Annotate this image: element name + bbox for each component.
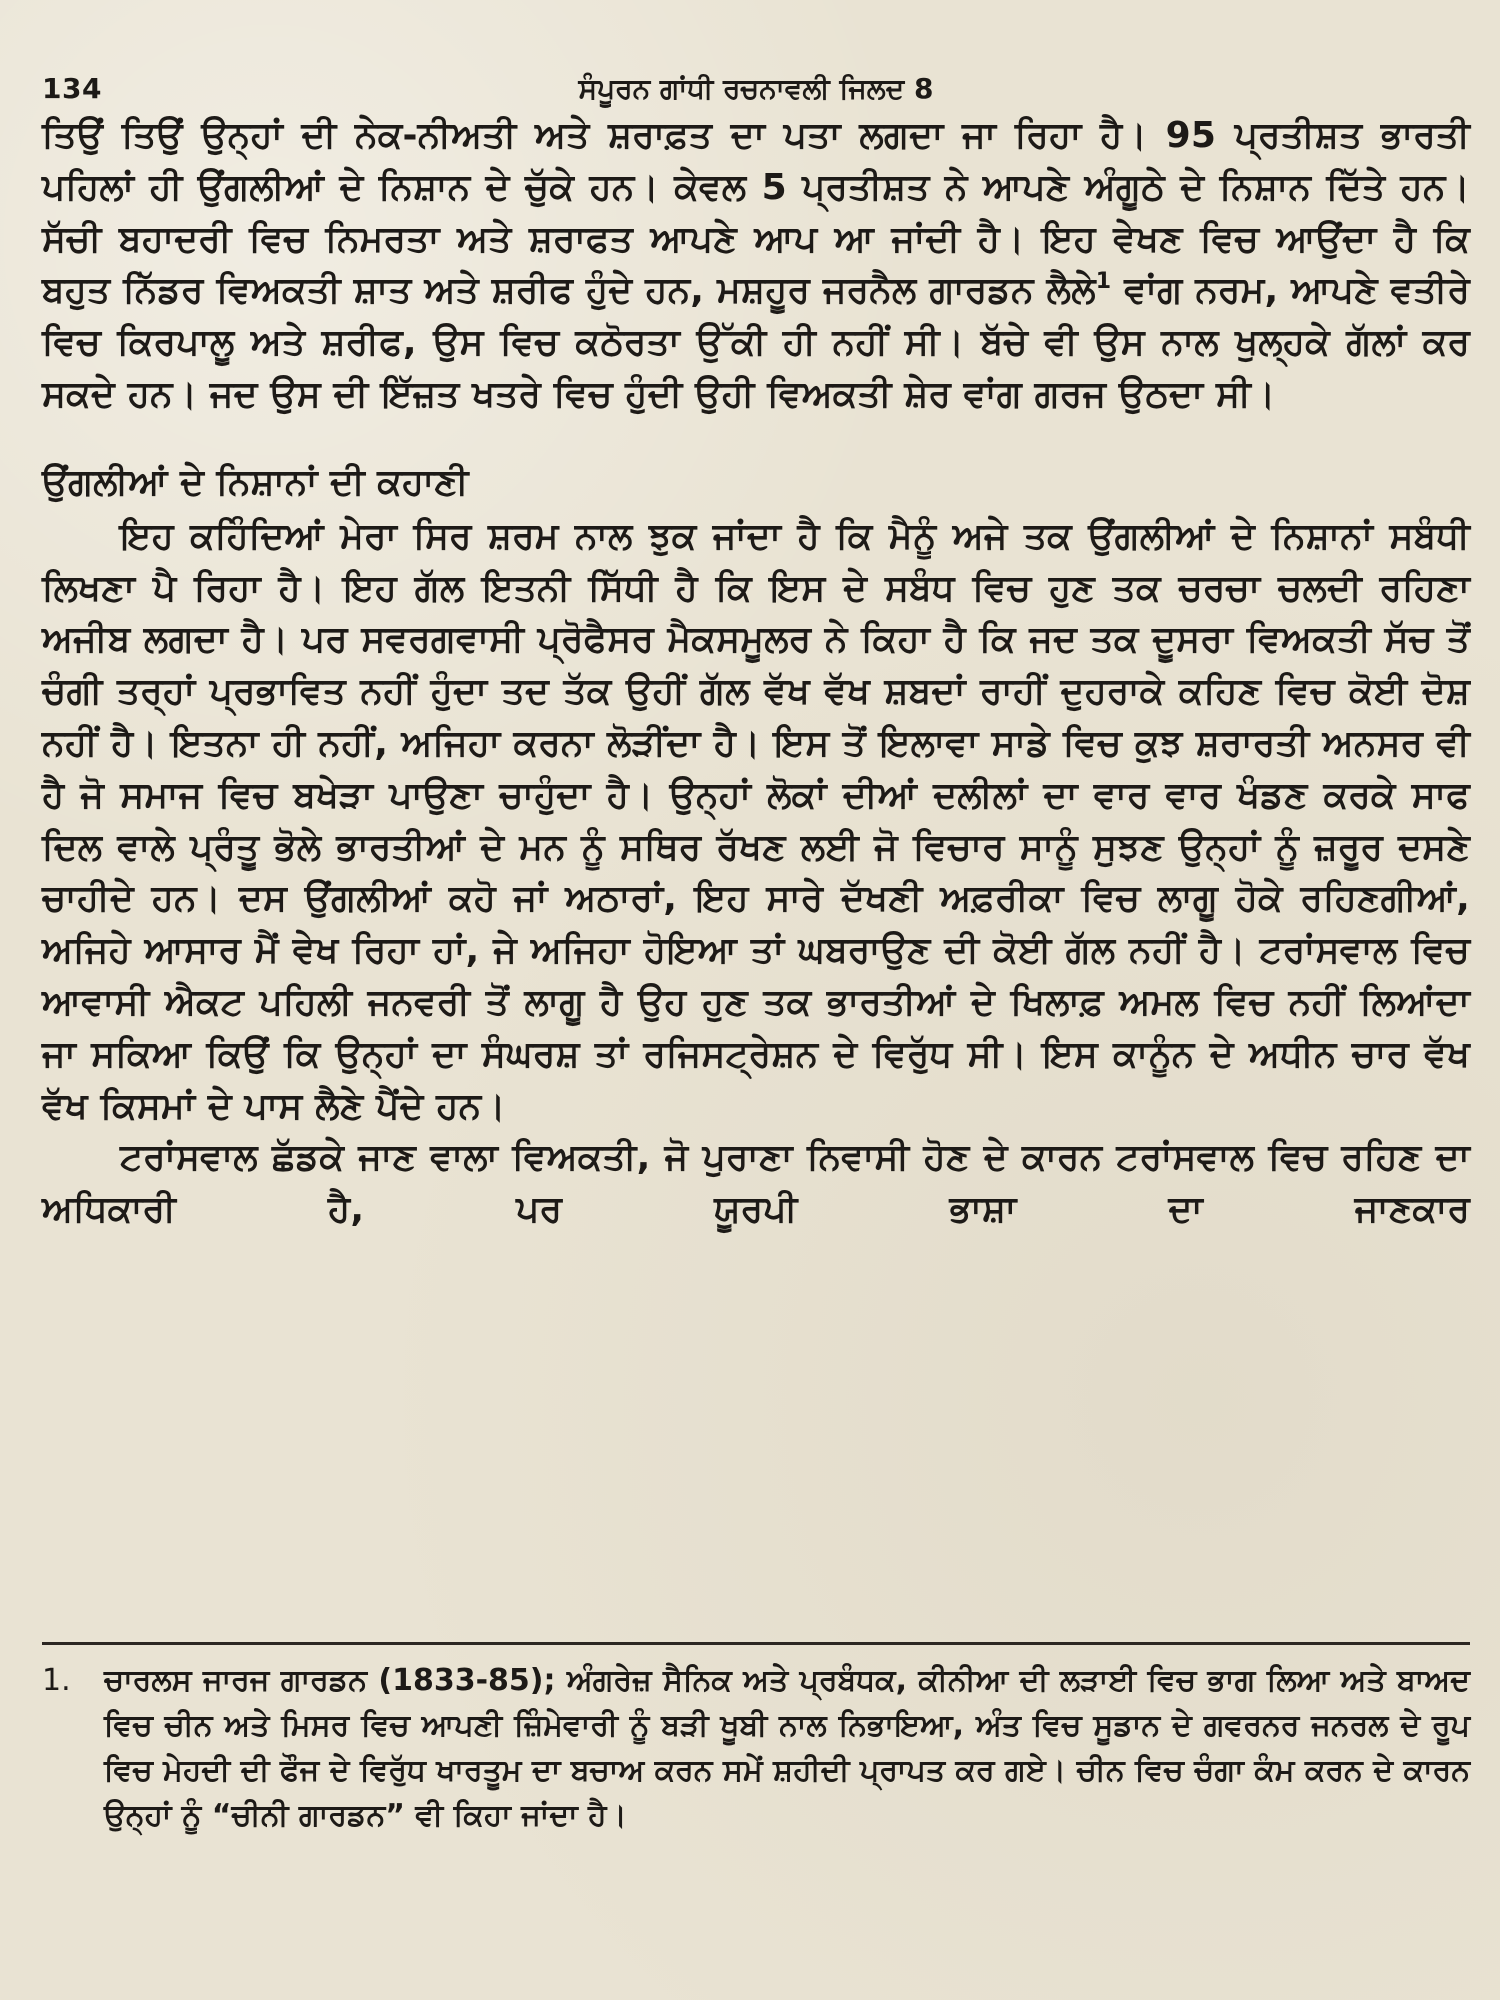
paragraph-3: ਟਰਾਂਸਵਾਲ ਛੱਡਕੇ ਜਾਣ ਵਾਲਾ ਵਿਅਕਤੀ, ਜੋ ਪੁਰਾਣਾ ਨਿਵਾਸੀ ਹੋਣ ਦੇ ਕਾਰਨ ਟਰਾਂਸਵਾਲ ਵਿਚ ਰਹਿਣ ਦਾ ਅਧਿਕਾਰੀ ਹੈ, ਪਰ ਯੂਰਪੀ ਭਾਸ਼ਾ ਦਾ ਜਾਣਕਾਰ: [42, 1137, 1470, 1231]
footnote: [42, 1658, 1470, 1838]
main-text: [42, 110, 1470, 1236]
paragraph-2: ਇਹ ਕਹਿੰਦਿਆਂ ਮੇਰਾ ਸਿਰ ਸ਼ਰਮ ਨਾਲ ਝੁਕ ਜਾਂਦਾ ਹੈ ਕਿ ਮੈਨੂੰ ਅਜੇ ਤਕ ਉਂਗਲੀਆਂ ਦੇ ਨਿਸ਼ਾਨਾਂ ਸਬੰਧੀ ਲਿਖਣਾ ਪੈ ਰਿਹਾ ਹੈ। ਇਹ ਗੱਲ ਇਤਨੀ ਸਿੱਧੀ ਹੈ ਕਿ ਇਸ ਦੇ ਸਬੰਧ ਵਿਚ ਹੁਣ ਤਕ ਚਰਚਾ ਚਲਦੀ ਰਹਿਣਾ ਅਜੀਬ ਲਗਦਾ ਹੈ। ਪਰ ਸਵਰਗਵਾਸੀ ਪ੍ਰੋਫੈਸਰ ਮੈਕਸਮੂਲਰ ਨੇ ਕਿਹਾ ਹੈ ਕਿ ਜਦ ਤਕ ਦੂਸਰਾ ਵਿਅਕਤੀ ਸੱਚ ਤੋਂ ਚੰਗੀ ਤਰ੍ਹਾਂ ਪ੍ਰਭਾਵਿਤ ਨਹੀਂ ਹੁੰਦਾ ਤਦ ਤੱਕ ਉਹੀਂ ਗੱਲ ਵੱਖ ਵੱਖ ਸ਼ਬਦਾਂ ਰਾਹੀਂ ਦੁਹਰਾਕੇ ਕਹਿਣ ਵਿਚ ਕੋਈ ਦੋਸ਼ ਨਹੀਂ ਹੈ। ਇਤਨਾ ਹੀ ਨਹੀਂ, ਅਜਿਹਾ ਕਰਨਾ ਲੋੜੀਂਦਾ ਹੈ। ਇਸ ਤੋਂ ਇਲਾਵਾ ਸਾਡੇ ਵਿਚ ਕੁਝ ਸ਼ਰਾਰਤੀ ਅਨਸਰ ਵੀ ਹੈ ਜੋ ਸਮਾਜ ਵਿਚ ਬਖੇੜਾ ਪਾਉਣਾ ਚਾਹੁੰਦਾ ਹੈ। ਉਨ੍ਹਾਂ ਲੋਕਾਂ ਦੀਆਂ ਦਲੀਲਾਂ ਦਾ ਵਾਰ ਵਾਰ ਖੰਡਣ ਕਰਕੇ ਸਾਫ ਦਿਲ ਵਾਲੇ ਪ੍ਰੰਤੂ ਭੋਲੇ ਭਾਰਤੀਆਂ ਦੇ ਮਨ ਨੂੰ ਸਥਿਰ ਰੱਖਣ ਲਈ ਜੋ ਵਿਚਾਰ ਸਾਨੂੰ ਸੁਝਣ ਉਨ੍ਹਾਂ ਨੂੰ ਜ਼ਰੂਰ ਦਸਣੇ ਚਾਹੀਦੇ ਹਨ। ਦਸ ਉਂਗਲੀਆਂ ਕਹੋ ਜਾਂ ਅਠਾਰਾਂ, ਇਹ ਸਾਰੇ ਦੱਖਣੀ ਅਫ਼ਰੀਕਾ ਵਿਚ ਲਾਗੂ ਹੋਕੇ ਰਹਿਣਗੀਆਂ, ਅਜਿਹੇ ਆਸਾਰ ਮੈਂ ਵੇਖ ਰਿਹਾ ਹਾਂ, ਜੇ ਅਜਿਹਾ ਹੋਇਆ ਤਾਂ ਘਬਰਾਉਣ ਦੀ ਕੋਈ ਗੱਲ ਨਹੀਂ ਹੈ। ਟਰਾਂਸਵਾਲ ਵਿਚ ਆਵਾਸੀ ਐਕਟ ਪਹਿਲੀ ਜਨਵਰੀ ਤੋਂ ਲਾਗੂ ਹੈ ਉਹ ਹੁਣ ਤਕ ਭਾਰਤੀਆਂ ਦੇ ਖਿਲਾਫ਼ ਅਮਲ ਵਿਚ ਨਹੀਂ ਲਿਆਂਦਾ ਜਾ ਸਕਿਆ ਕਿਉਂ ਕਿ ਉਨ੍ਹਾਂ ਦਾ ਸੰਘਰਸ਼ ਤਾਂ ਰਜਿਸਟ੍ਰੇਸ਼ਨ ਦੇ ਵਿਰੁੱਧ ਸੀ। ਇਸ ਕਾਨੂੰਨ ਦੇ ਅਧੀਨ ਚਾਰ ਵੱਖ ਵੱਖ ਕਿਸਮਾਂ ਦੇ ਪਾਸ ਲੈਣੇ ਪੈਂਦੇ ਹਨ।: [42, 515, 1470, 1127]
paragraph-1: [42, 110, 1470, 421]
footnote-text: ਚਾਰਲਸ ਜਾਰਜ ਗਾਰਡਨ (1833-85); ਅੰਗਰੇਜ਼ ਸੈਨਿਕ ਅਤੇ ਪ੍ਰਬੰਧਕ, ਕੀਨੀਆ ਦੀ ਲੜਾਈ ਵਿਚ ਭਾਗ ਲਿਆ ਅਤੇ ਬਾਅਦ ਵਿਚ ਚੀਨ ਅਤੇ ਮਿਸਰ ਵਿਚ ਆਪਣੀ ਜ਼ਿੰਮੇਵਾਰੀ ਨੂੰ ਬੜੀ ਖੂਬੀ ਨਾਲ ਨਿਭਾਇਆ, ਅੰਤ ਵਿਚ ਸੂਡਾਨ ਦੇ ਗਵਰਨਰ ਜਨਰਲ ਦੇ ਰੂਪ ਵਿਚ ਮੇਹਦੀ ਦੀ ਫੌਜ ਦੇ ਵਿਰੁੱਧ ਖਾਰਤੂਮ ਦਾ ਬਚਾਅ ਕਰਨ ਸਮੇਂ ਸ਼ਹੀਦੀ ਪ੍ਰਾਪਤ ਕਰ ਗਏ। ਚੀਨ ਵਿਚ ਚੰਗਾ ਕੰਮ ਕਰਨ ਦੇ ਕਾਰਨ ਉਨ੍ਹਾਂ ਨੂੰ “ਚੀਨੀ ਗਾਰਡਨ” ਵੀ ਕਿਹਾ ਜਾਂਦਾ ਹੈ।: [104, 1663, 1470, 1833]
footnote-reference: 1: [1095, 269, 1112, 295]
running-header: [42, 72, 1470, 108]
page-number: 134: [42, 72, 102, 105]
footnote-divider: [42, 1642, 1470, 1645]
book-title-header: ਸੰਪੂਰਨ ਗਾਂਧੀ ਰਚਨਾਵਲੀ ਜਿਲਦ 8: [578, 72, 934, 105]
footnote-marker: 1.: [42, 1663, 71, 1698]
paragraph-1-part-2: ਵਾਂਗ ਨਰਮ, ਆਪਣੇ ਵਤੀਰੇ ਵਿਚ ਕਿਰਪਾਲੂ ਅਤੇ ਸ਼ਰੀਫ, ਉਸ ਵਿਚ ਕਠੋਰਤਾ ਉੱਕੀ ਹੀ ਨਹੀਂ ਸੀ। ਬੱਚੇ ਵੀ ਉਸ ਨਾਲ ਖੁਲ੍ਹਕੇ ਗੱਲਾਂ ਕਰ ਸਕਦੇ ਹਨ। ਜਦ ਉਸ ਦੀ ਇੱਜ਼ਤ ਖਤਰੇ ਵਿਚ ਹੁੰਦੀ ਉਹੀ ਵਿਅਕਤੀ ਸ਼ੇਰ ਵਾਂਗ ਗਰਜ ਉਠਦਾ ਸੀ।: [42, 270, 1470, 415]
section-heading: ਉਂਗਲੀਆਂ ਦੇ ਨਿਸ਼ਾਨਾਂ ਦੀ ਕਹਾਣੀ: [42, 461, 469, 503]
paragraph-1-part-1: ਤਿਉਂ ਤਿਉਂ ਉਨ੍ਹਾਂ ਦੀ ਨੇਕ-ਨੀਅਤੀ ਅਤੇ ਸ਼ਰਾਫ਼ਤ ਦਾ ਪਤਾ ਲਗਦਾ ਜਾ ਰਿਹਾ ਹੈ। 95 ਪ੍ਰਤੀਸ਼ਤ ਭਾਰਤੀ ਪਹਿਲਾਂ ਹੀ ਉਂਗਲੀਆਂ ਦੇ ਨਿਸ਼ਾਨ ਦੇ ਚੁੱਕੇ ਹਨ। ਕੇਵਲ 5 ਪ੍ਰਤੀਸ਼ਤ ਨੇ ਆਪਣੇ ਅੰਗੂਠੇ ਦੇ ਨਿਸ਼ਾਨ ਦਿੱਤੇ ਹਨ। ਸੱਚੀ ਬਹਾਦਰੀ ਵਿਚ ਨਿਮਰਤਾ ਅਤੇ ਸ਼ਰਾਫਤ ਆਪਣੇ ਆਪ ਆ ਜਾਂਦੀ ਹੈ। ਇਹ ਵੇਖਣ ਵਿਚ ਆਉਂਦਾ ਹੈ ਕਿ ਬਹੁਤ ਨਿੱਡਰ ਵਿਅਕਤੀ ਸ਼ਾਤ ਅਤੇ ਸ਼ਰੀਫ ਹੁੰਦੇ ਹਨ, ਮਸ਼ਹੂਰ ਜਰਨੈਲ ਗਾਰਡਨ ਲੈਲੇ: [42, 115, 1470, 312]
